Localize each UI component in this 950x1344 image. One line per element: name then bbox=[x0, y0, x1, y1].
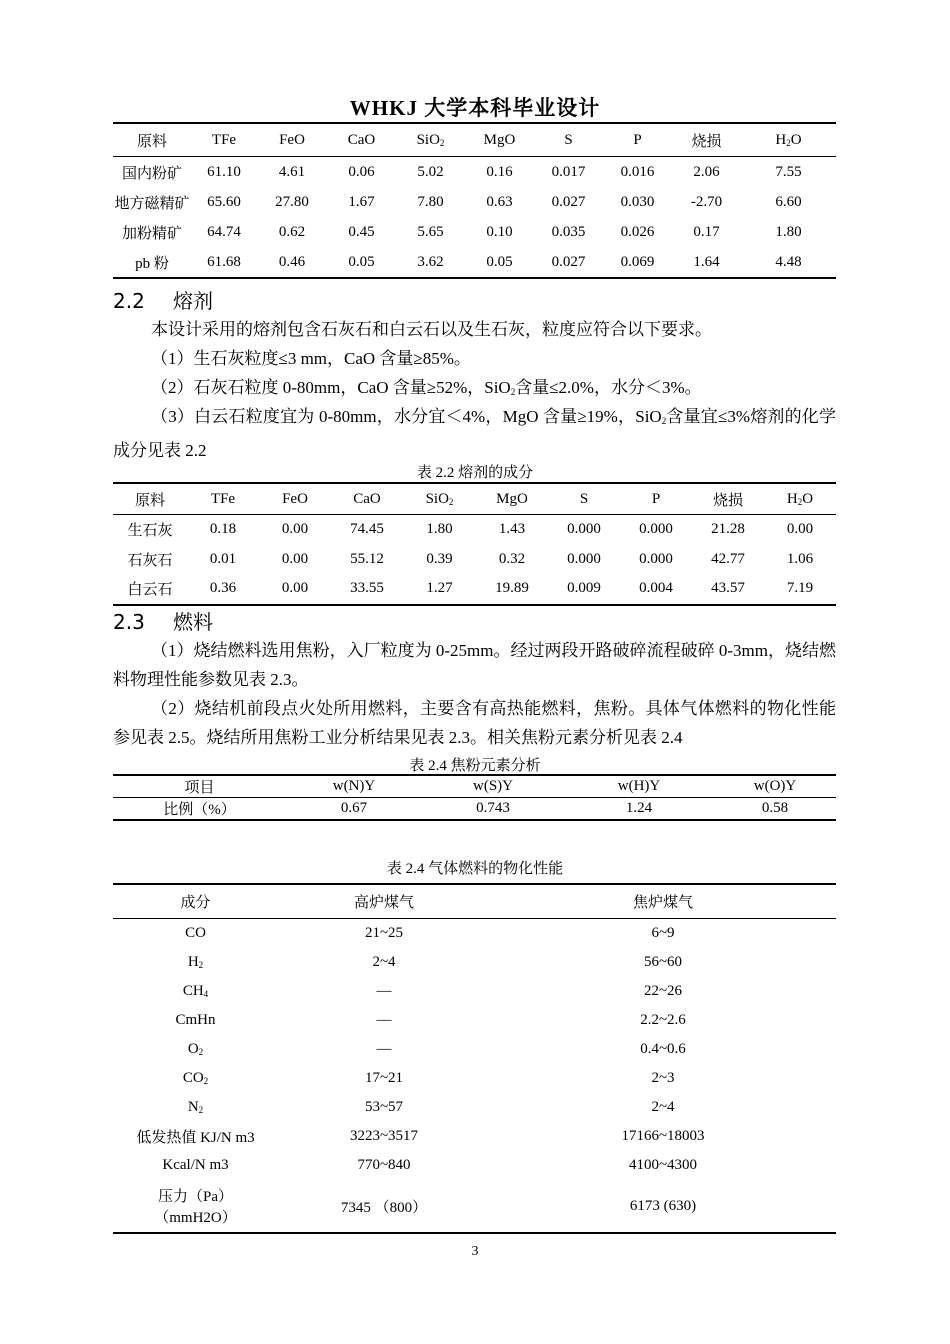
table-cell: 生石灰 bbox=[127, 523, 173, 540]
table-cell: $O_2$ bbox=[187, 1041, 204, 1057]
table-cell: 0.00 bbox=[786, 521, 814, 538]
table-cell: 6173 (630) bbox=[629, 1197, 697, 1214]
col-header: S bbox=[548, 483, 620, 515]
table-cell: 1.80 bbox=[775, 223, 802, 240]
table-cell: 0.00 bbox=[281, 521, 309, 538]
table-cell: 56~60 bbox=[643, 954, 683, 970]
col-header: CaO bbox=[327, 123, 396, 157]
table-cell: 0.016 bbox=[620, 163, 655, 180]
paragraph: （2）石灰石粒度 0-80mm，CaO 含量≥52%，SiO$_2$含量≤2.0%，水分＜3%。 bbox=[151, 378, 702, 397]
col-header: w(O)Y bbox=[714, 775, 836, 798]
section-heading-2-2 bbox=[113, 285, 213, 314]
table-cell: CmHn bbox=[175, 1012, 216, 1028]
table-cell: 0.026 bbox=[620, 223, 655, 240]
table-cell: 0.01 bbox=[209, 550, 237, 567]
table-cell: $CO_2$ bbox=[182, 1070, 209, 1086]
table-row bbox=[113, 157, 836, 188]
table-cell: 0.017 bbox=[551, 163, 586, 180]
col-header: P bbox=[620, 483, 692, 515]
table-row bbox=[113, 948, 836, 977]
table-cell: — bbox=[376, 1012, 392, 1028]
table-header-row bbox=[113, 884, 836, 919]
section-title: 燃料 bbox=[173, 610, 213, 634]
table-cell: CO bbox=[185, 925, 206, 941]
table-cell: 2~4 bbox=[372, 954, 396, 970]
table-row bbox=[113, 247, 836, 278]
col-header: w(H)Y bbox=[564, 775, 714, 798]
table-cell: 比例（%） bbox=[163, 802, 236, 818]
table-cell: 5.02 bbox=[417, 163, 444, 180]
table-cell: 1.43 bbox=[498, 521, 526, 538]
section-number: 2.2 bbox=[113, 289, 145, 313]
table-cell: 4100~4300 bbox=[628, 1157, 698, 1173]
table-cell: 5.65 bbox=[417, 223, 444, 240]
table-cell: 6.60 bbox=[775, 193, 802, 210]
table-cell: -2.70 bbox=[690, 193, 723, 210]
table-cell: 0.004 bbox=[639, 580, 673, 597]
table-cell: 0.17 bbox=[693, 223, 720, 240]
table-cell: 21.28 bbox=[711, 521, 745, 538]
table-row bbox=[113, 217, 836, 247]
col-header: SiO$_2$ bbox=[403, 483, 476, 515]
col-header: 项目 bbox=[113, 775, 286, 798]
col-header: S bbox=[534, 123, 603, 157]
table-cell: — bbox=[376, 983, 392, 999]
table-cell: 65.60 bbox=[207, 193, 241, 210]
paragraph: 本设计采用的熔剂包含石灰石和白云石以及生石灰，粒度应符合以下要求。 bbox=[151, 320, 712, 339]
table-header-row bbox=[113, 483, 836, 515]
table-row bbox=[113, 1122, 836, 1151]
col-header: w(S)Y bbox=[422, 775, 564, 798]
table-cell: 石灰石 bbox=[127, 552, 173, 569]
table-cell: 1.06 bbox=[786, 550, 814, 567]
table-cell: 7.80 bbox=[417, 193, 444, 210]
table-cell: 0.069 bbox=[620, 253, 655, 270]
table-cell: 0.743 bbox=[476, 800, 510, 816]
table-cell: 3223~3517 bbox=[349, 1128, 419, 1144]
table-cell: 74.45 bbox=[350, 521, 384, 538]
col-header: 原料 bbox=[113, 123, 191, 157]
col-header: TFe bbox=[187, 483, 259, 515]
table-row bbox=[113, 977, 836, 1006]
table-cell: 0.00 bbox=[281, 580, 309, 597]
table-cell: 42.77 bbox=[711, 550, 745, 567]
table-cell: 0.63 bbox=[486, 193, 513, 210]
table-row bbox=[113, 919, 836, 949]
table-cell: 0.000 bbox=[567, 550, 601, 567]
table-row bbox=[113, 798, 836, 821]
table-cell: $H_2$ bbox=[187, 954, 204, 970]
table-cell: 43.57 bbox=[711, 580, 745, 597]
col-header: MgO bbox=[476, 483, 548, 515]
table-caption: 表 2.4 焦粉元素分析 bbox=[409, 758, 541, 774]
table-cell: 2.06 bbox=[693, 163, 720, 180]
paragraph: （3）白云石粒度宜为 0-80mm，水分宜＜4%，MgO 含量≥19%，SiO$_2$含量宜≤3%熔剂的化学成分见表 2.2 bbox=[113, 407, 836, 460]
table-row bbox=[113, 1064, 836, 1093]
raw-material-table bbox=[113, 122, 836, 279]
table-cell: 3.62 bbox=[417, 253, 444, 270]
table-cell: 61.68 bbox=[207, 253, 241, 270]
table-cell: 7.19 bbox=[786, 580, 814, 597]
table-cell: 0.05 bbox=[486, 253, 513, 270]
table-cell: 4.61 bbox=[278, 163, 306, 180]
table-row bbox=[113, 1006, 836, 1035]
table-cell: 4.48 bbox=[775, 253, 802, 270]
col-header: $H_2O$ bbox=[741, 123, 836, 157]
col-header: 焦炉煤气 bbox=[490, 884, 836, 919]
coke-element-table bbox=[113, 774, 836, 821]
table-cell: 0.58 bbox=[761, 800, 789, 816]
table-cell: 64.74 bbox=[207, 223, 241, 240]
table-caption: 表 2.4 气体燃料的物化性能 bbox=[386, 861, 564, 877]
table-cell: 0.035 bbox=[551, 223, 586, 240]
table-cell: 2~3 bbox=[651, 1070, 675, 1086]
table-cell: 1.24 bbox=[625, 800, 653, 816]
table-cell: 0.62 bbox=[278, 223, 306, 240]
table-cell: $CH_4$ bbox=[182, 983, 209, 999]
table-cell: 0.06 bbox=[348, 163, 375, 180]
table-cell: 33.55 bbox=[350, 580, 384, 597]
table-caption: 表 2.2 熔剂的成分 bbox=[416, 465, 534, 481]
table-cell: 61.10 bbox=[207, 163, 241, 180]
table-cell: 6~9 bbox=[651, 925, 675, 941]
paragraph: （2）烧结机前段点火处所用燃料，主要含有高热能燃料，焦粉。具体气体燃料的物化性能参见表 2.5。烧结所用焦粉工业分析结果见表 2.3。相关焦粉元素分析见表 2.4 bbox=[113, 699, 836, 747]
table-cell: 0.46 bbox=[278, 253, 306, 270]
table-cell: 0.00 bbox=[281, 550, 309, 567]
table-cell: 2.2~2.6 bbox=[640, 1012, 686, 1028]
table-cell: 55.12 bbox=[350, 550, 384, 567]
table-header-row bbox=[113, 775, 836, 798]
table-cell: 0.10 bbox=[486, 223, 513, 240]
table-cell: pb 粉 bbox=[135, 255, 169, 272]
col-header: 高炉煤气 bbox=[278, 884, 490, 919]
table-cell: 0.05 bbox=[348, 253, 375, 270]
table-row bbox=[113, 1180, 836, 1233]
col-header: P bbox=[603, 123, 672, 157]
table-cell: 压力（Pa） （mmH2O） bbox=[154, 1189, 237, 1226]
gas-fuel-table bbox=[113, 883, 836, 1234]
table-cell: 白云石 bbox=[127, 582, 173, 599]
section-title: 熔剂 bbox=[173, 289, 213, 313]
table-cell: Kcal/N m3 bbox=[162, 1157, 229, 1173]
table-cell: 0.4~0.6 bbox=[640, 1041, 686, 1057]
table-row bbox=[113, 187, 836, 217]
col-header: MgO bbox=[465, 123, 534, 157]
table-cell: 1.80 bbox=[426, 521, 453, 538]
table-cell: 国内粉矿 bbox=[121, 165, 182, 182]
col-header: 烧损 bbox=[692, 483, 764, 515]
table-cell: 17~21 bbox=[364, 1070, 404, 1086]
table-cell: 1.67 bbox=[348, 193, 375, 210]
table-cell: 0.67 bbox=[340, 800, 368, 816]
col-header: 烧损 bbox=[672, 123, 741, 157]
col-header: CaO bbox=[331, 483, 403, 515]
col-header: FeO bbox=[257, 123, 327, 157]
section-heading-2-3 bbox=[113, 606, 213, 635]
col-header: 成分 bbox=[113, 884, 278, 919]
table-cell: 0.36 bbox=[209, 580, 237, 597]
section-number: 2.3 bbox=[113, 610, 145, 634]
col-header: 原料 bbox=[113, 483, 187, 515]
paragraph: （1）烧结燃料选用焦粉，入厂粒度为 0-25mm。经过两段开路破碎流程破碎 0-3mm，烧结燃料物理性能参数见表 2.3。 bbox=[113, 641, 836, 689]
table-cell: — bbox=[376, 1041, 392, 1057]
table-cell: 19.89 bbox=[495, 580, 529, 597]
table-cell: 1.64 bbox=[693, 253, 720, 270]
table-row bbox=[113, 515, 836, 545]
table-cell: 27.80 bbox=[275, 193, 309, 210]
table-cell: 0.009 bbox=[567, 580, 601, 597]
col-header: FeO bbox=[259, 483, 331, 515]
table-cell: 0.027 bbox=[551, 253, 586, 270]
table-row bbox=[113, 1035, 836, 1064]
table-cell: 22~26 bbox=[643, 983, 683, 999]
table-cell: 7.55 bbox=[775, 163, 802, 180]
table-row bbox=[113, 1151, 836, 1180]
table-cell: 2~4 bbox=[651, 1099, 675, 1115]
table-cell: 1.27 bbox=[426, 580, 453, 597]
col-header: w(N)Y bbox=[286, 775, 422, 798]
table-header-row bbox=[113, 123, 836, 157]
table-cell: 21~25 bbox=[364, 925, 404, 941]
flux-composition-table bbox=[113, 482, 836, 606]
table-cell: 地方磁精矿 bbox=[114, 195, 190, 212]
table-cell: 0.000 bbox=[639, 550, 673, 567]
table-cell: 0.39 bbox=[426, 550, 453, 567]
table-cell: 770~840 bbox=[357, 1157, 411, 1173]
col-header: SiO$_2$ bbox=[396, 123, 465, 157]
paragraph: （1）生石灰粒度≤3 mm，CaO 含量≥85%。 bbox=[151, 349, 471, 368]
table-cell: 0.18 bbox=[209, 521, 237, 538]
table-cell: 0.32 bbox=[498, 550, 526, 567]
table-row bbox=[113, 574, 836, 605]
table-cell: 低发热值 KJ/N m3 bbox=[136, 1130, 255, 1146]
table-cell: 0.027 bbox=[551, 193, 586, 210]
table-cell: 0.16 bbox=[486, 163, 513, 180]
table-cell: 17166~18003 bbox=[621, 1128, 705, 1144]
page-header: WHKJ 大学本科毕业设计 bbox=[349, 96, 601, 120]
table-row bbox=[113, 545, 836, 575]
table-cell: 0.45 bbox=[348, 223, 375, 240]
table-row bbox=[113, 1093, 836, 1122]
table-cell: 加粉精矿 bbox=[121, 225, 182, 242]
table-cell: 53~57 bbox=[364, 1099, 404, 1115]
col-header: $H_2O$ bbox=[764, 483, 836, 515]
table-cell: 0.030 bbox=[620, 193, 655, 210]
table-cell: 7345 （800） bbox=[340, 1199, 428, 1216]
table-cell: $N_2$ bbox=[187, 1099, 204, 1115]
page-number: 3 bbox=[471, 1244, 479, 1259]
table-cell: 0.000 bbox=[639, 521, 673, 538]
col-header: TFe bbox=[191, 123, 257, 157]
table-cell: 0.000 bbox=[567, 521, 601, 538]
